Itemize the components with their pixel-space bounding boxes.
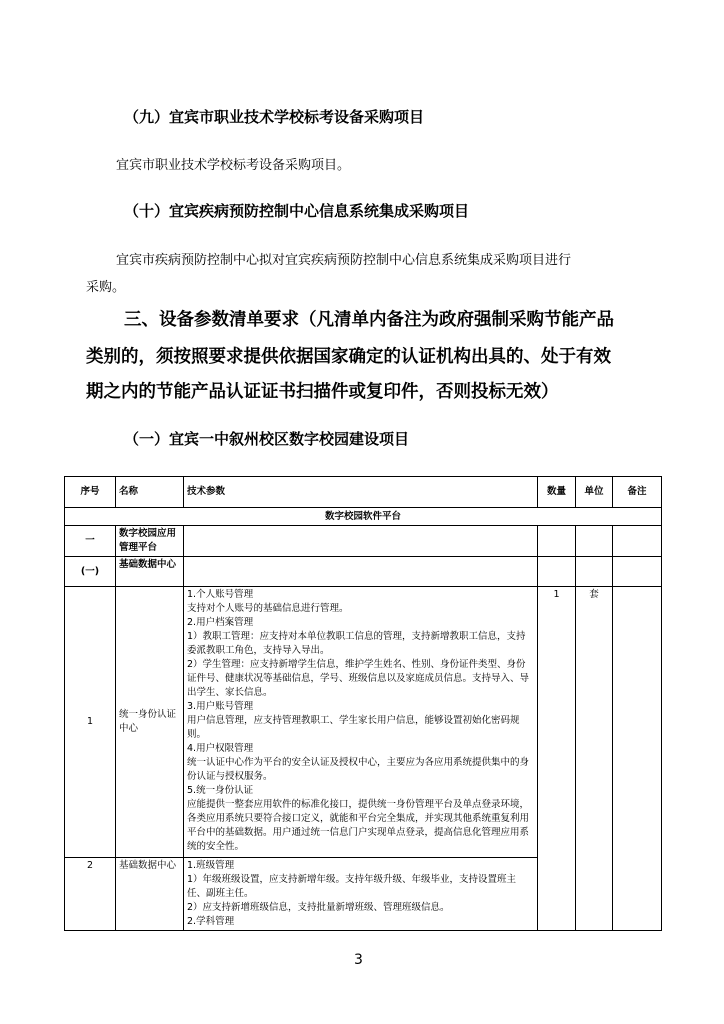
row-b-qty [538, 557, 576, 587]
row-2-spec-line: 1）年级班级设置，应支持新增年级。支持年级升级、年级毕业，支持设置班主任、副班主任。 [187, 874, 517, 899]
row-1-spec-line: 1.个人账号管理 [187, 589, 254, 600]
row-b-note [613, 557, 662, 587]
table-row [65, 526, 662, 557]
row-2-spec [184, 858, 538, 931]
row-1-spec-line: 2.用户档案管理 [187, 617, 254, 628]
row-2-seq: 2 [65, 858, 116, 931]
row-1-spec-line: 1）教职工管理：应支持对本单位教职工信息的管理，支持新增教职工信息，支持委派教职工角色，支持导入导出。 [187, 631, 526, 656]
row-2-name: 基础数据中心 [116, 858, 184, 931]
header-unit: 单位 [576, 477, 613, 508]
row-a-unit [576, 526, 613, 557]
row-1-spec-line: 用户信息管理，应支持管理教职工、学生家长用户信息，能够设置初始化密码规则。 [187, 715, 520, 740]
row-1-spec-line: 3.用户账号管理 [187, 701, 254, 712]
section-three-line2: 类别的，须按照要求提供依据国家确定的认证机构出具的、处于有效 [86, 347, 611, 367]
row-1-seq: 1 [65, 587, 116, 858]
row-2-spec-line: 2.学科管理 [187, 916, 235, 927]
row-1-spec-line: 5.统一身份认证 [187, 785, 254, 796]
row-a-qty [538, 526, 576, 557]
row-b-seq: (一) [65, 557, 116, 587]
section-title-row [65, 508, 662, 526]
section-ten-heading: （十）宜宾疾病预防控制中心信息系统集成采购项目 [124, 202, 470, 220]
row-1-spec-line: 统一认证中心作为平台的安全认证及授权中心，主要应为各应用系统提供集中的身份认证与授权服务。 [187, 757, 530, 782]
page-number: 3 [354, 952, 363, 968]
row-a-seq: 一 [65, 526, 116, 557]
section-title: 数字校园软件平台 [65, 508, 662, 526]
section-ten-body-line2: 采购。 [86, 280, 126, 295]
row-b-unit [576, 557, 613, 587]
row-b-name: 基础数据中心 [116, 557, 184, 587]
section-one-heading: （一）宜宾一中叙州校区数字校园建设项目 [124, 430, 410, 448]
row-1-spec-line: 应能提供一整套应用软件的标准化接口，提供统一身份管理平台及单点登录环境，各类应用系统只要符合接口定义，就能和平台完全集成，并实现其他系统重复利用平台中的基础数据。用户通过统一信息门户实现单点登录，提高信息化管理应用系统的安全性。 [187, 799, 530, 852]
row-1-qty: 1 [538, 587, 576, 931]
header-seq: 序号 [65, 477, 116, 508]
row-1-spec [184, 587, 538, 858]
row-a-spec [184, 526, 538, 557]
header-spec: 技术参数 [184, 477, 538, 508]
row-1-note [613, 587, 662, 931]
section-ten-body-line1: 宜宾市疾病预防控制中心拟对宜宾疾病预防控制中心信息系统集成采购项目进行 [116, 253, 572, 268]
section-three-line3: 期之内的节能产品认证证书扫描件或复印件，否则投标无效） [86, 382, 559, 402]
row-1-spec-line: 支持对个人账号的基础信息进行管理。 [187, 603, 349, 614]
table-header-row [65, 477, 662, 508]
row-1-unit: 套 [576, 587, 613, 931]
row-2-spec-line: 2）应支持新增班级信息，支持批量新增班级、管理班级信息。 [187, 902, 450, 913]
section-nine-body: 宜宾市职业技术学校标考设备采购项目。 [116, 158, 351, 173]
header-name: 名称 [116, 477, 184, 508]
row-1-spec-line: 4.用户权限管理 [187, 743, 254, 754]
row-2-spec-line: 1.班级管理 [187, 860, 235, 871]
header-qty: 数量 [538, 477, 576, 508]
header-note: 备注 [613, 477, 662, 508]
row-b-spec [184, 557, 538, 587]
section-nine-heading: （九）宜宾市职业技术学校标考设备采购项目 [124, 108, 425, 126]
table-row [65, 587, 662, 858]
row-1-name: 统一身份认证中心 [116, 587, 184, 858]
row-a-note [613, 526, 662, 557]
row-a-name: 数字校园应用管理平台 [116, 526, 184, 557]
spec-table [64, 476, 662, 931]
section-three-line1: 三、设备参数清单要求（凡清单内备注为政府强制采购节能产品 [124, 310, 614, 330]
row-1-spec-line: 2）学生管理：应支持新增学生信息，维护学生姓名、性别、身份证件类型、身份证件号、健康状况等基础信息，学号、班级信息以及家庭成员信息。支持导入、导出学生、家长信息。 [187, 659, 530, 698]
table-row [65, 557, 662, 587]
